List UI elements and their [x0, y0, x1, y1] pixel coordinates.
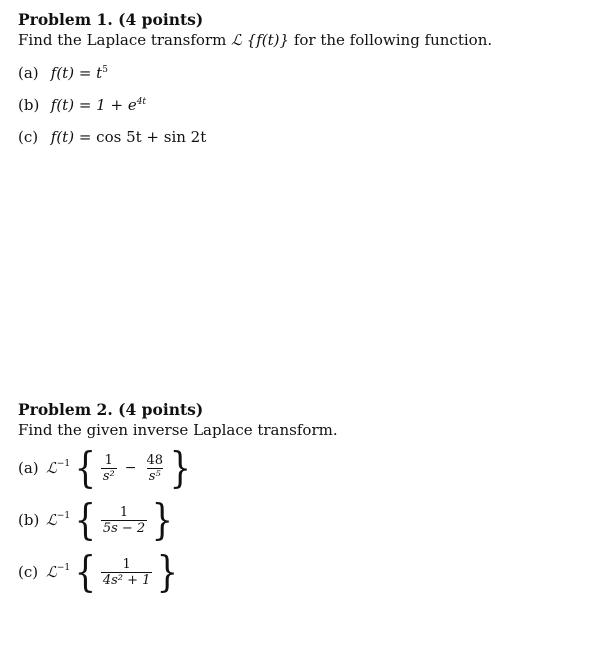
- inverse-laplace-operator: ℒ$^{-1}$: [46, 459, 71, 477]
- item-lhs: f(t) =: [50, 128, 97, 146]
- numerator: 1: [122, 556, 131, 572]
- numerator: 1: [104, 452, 113, 468]
- item-label: (b): [18, 511, 40, 529]
- problem-1-item-a: [18, 64, 108, 82]
- close-brace: }: [157, 547, 179, 596]
- item-lhs: f(t) =: [50, 96, 97, 114]
- fraction-2: [144, 453, 165, 484]
- problem-2-description: Find the given inverse Laplace transform.: [18, 421, 338, 439]
- fraction-1: [101, 505, 147, 536]
- minus-sign: −: [124, 460, 137, 476]
- item-rhs: cos 5t + sin 2t: [96, 128, 207, 146]
- numerator: 48: [146, 452, 163, 468]
- problem-1-desc-post: for the following function.: [289, 31, 493, 49]
- problem-1: [18, 10, 493, 146]
- item-sup: 4t: [136, 97, 147, 107]
- problem-2: [18, 400, 338, 596]
- close-brace: }: [169, 443, 192, 492]
- item-rhs: t: [96, 64, 103, 82]
- problem-1-description: [18, 30, 492, 50]
- item-label: (c): [18, 128, 39, 146]
- item-label: (b): [18, 96, 40, 114]
- problem-2-item-a: [18, 443, 194, 492]
- open-brace: {: [74, 547, 97, 596]
- item-label: (a): [18, 64, 39, 82]
- problem-2-item-c: [18, 547, 181, 596]
- denominator: s⁵: [148, 468, 161, 484]
- open-brace: {: [74, 443, 97, 492]
- problem-2-item-b: [18, 495, 176, 544]
- denominator: 4s² + 1: [102, 572, 151, 588]
- item-label: (c): [18, 563, 39, 581]
- inverse-laplace-operator: ℒ$^{-1}$: [46, 511, 71, 529]
- denominator: 5s − 2: [102, 520, 146, 536]
- problem-1-item-c: [18, 128, 206, 146]
- fraction-1: [101, 557, 153, 588]
- close-brace: }: [151, 495, 174, 544]
- problem-1-desc-math: ℒ {f(t)}: [231, 31, 290, 49]
- inverse-laplace-operator: ℒ$^{-1}$: [46, 563, 71, 581]
- open-brace: {: [74, 495, 97, 544]
- item-label: (a): [18, 459, 39, 477]
- problem-1-desc-pre: Find the Laplace transform: [18, 31, 232, 49]
- problem-1-item-b: [18, 96, 146, 114]
- item-rhs: 1 + e: [96, 96, 137, 114]
- item-sup: 5: [102, 65, 108, 75]
- item-lhs: f(t) =: [50, 64, 97, 82]
- numerator: 1: [119, 504, 129, 520]
- fraction-1: [101, 453, 117, 484]
- denominator: s²: [102, 468, 115, 484]
- problem-1-title: Problem 1. (4 points): [18, 10, 204, 29]
- problem-2-title: Problem 2. (4 points): [18, 400, 204, 419]
